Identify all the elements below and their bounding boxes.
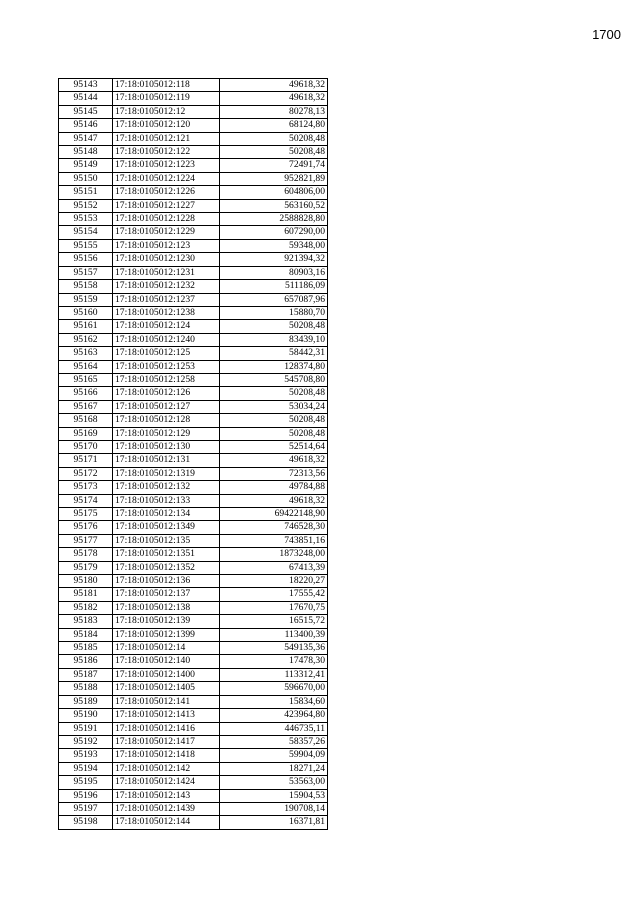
cadastral-number-cell: 17:18:0105012:129	[113, 427, 220, 440]
row-number-cell: 95191	[59, 722, 113, 735]
table-row	[59, 762, 328, 775]
cadastral-number-cell: 17:18:0105012:1418	[113, 749, 220, 762]
table-row	[59, 615, 328, 628]
row-number-cell: 95175	[59, 508, 113, 521]
cadastral-number-cell: 17:18:0105012:120	[113, 119, 220, 132]
row-number-cell: 95180	[59, 575, 113, 588]
cadastral-number-cell: 17:18:0105012:1237	[113, 293, 220, 306]
row-number-cell: 95146	[59, 119, 113, 132]
table-row	[59, 789, 328, 802]
cadastral-value-cell: 190708,14	[220, 802, 328, 815]
cadastral-value-table	[58, 78, 328, 830]
cadastral-value-cell: 72491,74	[220, 159, 328, 172]
cadastral-number-cell: 17:18:0105012:126	[113, 387, 220, 400]
cadastral-value-cell: 50208,48	[220, 427, 328, 440]
cadastral-value-cell: 921394,32	[220, 253, 328, 266]
cadastral-number-cell: 17:18:0105012:1416	[113, 722, 220, 735]
cadastral-number-cell: 17:18:0105012:1399	[113, 628, 220, 641]
cadastral-number-cell: 17:18:0105012:127	[113, 400, 220, 413]
table-row	[59, 668, 328, 681]
page-number: 1700	[592, 27, 621, 42]
table-row	[59, 387, 328, 400]
cadastral-number-cell: 17:18:0105012:1230	[113, 253, 220, 266]
cadastral-number-cell: 17:18:0105012:142	[113, 762, 220, 775]
cadastral-value-cell: 128374,80	[220, 360, 328, 373]
cadastral-number-cell: 17:18:0105012:1223	[113, 159, 220, 172]
cadastral-value-cell: 67413,39	[220, 561, 328, 574]
row-number-cell: 95147	[59, 132, 113, 145]
cadastral-number-cell: 17:18:0105012:1232	[113, 280, 220, 293]
row-number-cell: 95163	[59, 347, 113, 360]
row-number-cell: 95143	[59, 79, 113, 92]
row-number-cell: 95174	[59, 494, 113, 507]
cadastral-value-cell: 446735,11	[220, 722, 328, 735]
cadastral-number-cell: 17:18:0105012:119	[113, 92, 220, 105]
row-number-cell: 95194	[59, 762, 113, 775]
table-row	[59, 454, 328, 467]
table-row	[59, 628, 328, 641]
cadastral-number-cell: 17:18:0105012:1238	[113, 306, 220, 319]
row-number-cell: 95149	[59, 159, 113, 172]
table-row	[59, 226, 328, 239]
cadastral-value-cell: 1873248,00	[220, 548, 328, 561]
cadastral-value-cell: 113400,39	[220, 628, 328, 641]
table-row	[59, 481, 328, 494]
cadastral-value-cell: 17478,30	[220, 655, 328, 668]
table-row	[59, 802, 328, 815]
cadastral-value-cell: 18220,27	[220, 575, 328, 588]
cadastral-value-cell: 58442,31	[220, 347, 328, 360]
table-row	[59, 172, 328, 185]
table-row	[59, 749, 328, 762]
row-number-cell: 95148	[59, 146, 113, 159]
row-number-cell: 95184	[59, 628, 113, 641]
cadastral-value-cell: 69422148,90	[220, 508, 328, 521]
table-row	[59, 79, 328, 92]
cadastral-number-cell: 17:18:0105012:144	[113, 816, 220, 829]
table-row	[59, 816, 328, 829]
cadastral-value-cell: 17555,42	[220, 588, 328, 601]
cadastral-value-cell: 15880,70	[220, 306, 328, 319]
cadastral-number-cell: 17:18:0105012:138	[113, 601, 220, 614]
cadastral-number-cell: 17:18:0105012:1405	[113, 682, 220, 695]
table-row	[59, 132, 328, 145]
cadastral-number-cell: 17:18:0105012:1258	[113, 373, 220, 386]
cadastral-number-cell: 17:18:0105012:1227	[113, 199, 220, 212]
cadastral-value-cell: 596670,00	[220, 682, 328, 695]
row-number-cell: 95156	[59, 253, 113, 266]
cadastral-value-cell: 113312,41	[220, 668, 328, 681]
cadastral-value-cell: 549135,36	[220, 642, 328, 655]
cadastral-number-cell: 17:18:0105012:135	[113, 534, 220, 547]
cadastral-number-cell: 17:18:0105012:1231	[113, 266, 220, 279]
cadastral-value-cell: 563160,52	[220, 199, 328, 212]
cadastral-number-cell: 17:18:0105012:130	[113, 440, 220, 453]
cadastral-value-cell: 16371,81	[220, 816, 328, 829]
table-row	[59, 306, 328, 319]
cadastral-value-cell: 49784,88	[220, 481, 328, 494]
table-row	[59, 239, 328, 252]
row-number-cell: 95173	[59, 481, 113, 494]
cadastral-value-cell: 80903,16	[220, 266, 328, 279]
row-number-cell: 95168	[59, 414, 113, 427]
cadastral-number-cell: 17:18:0105012:1352	[113, 561, 220, 574]
cadastral-number-cell: 17:18:0105012:140	[113, 655, 220, 668]
row-number-cell: 95155	[59, 239, 113, 252]
table-row	[59, 105, 328, 118]
cadastral-number-cell: 17:18:0105012:1351	[113, 548, 220, 561]
table-row	[59, 414, 328, 427]
cadastral-value-cell: 68124,80	[220, 119, 328, 132]
table-row	[59, 119, 328, 132]
cadastral-number-cell: 17:18:0105012:134	[113, 508, 220, 521]
table-row	[59, 373, 328, 386]
row-number-cell: 95189	[59, 695, 113, 708]
row-number-cell: 95157	[59, 266, 113, 279]
cadastral-value-cell: 80278,13	[220, 105, 328, 118]
cadastral-number-cell: 17:18:0105012:118	[113, 79, 220, 92]
row-number-cell: 95154	[59, 226, 113, 239]
cadastral-number-cell: 17:18:0105012:1439	[113, 802, 220, 815]
row-number-cell: 95151	[59, 186, 113, 199]
row-number-cell: 95152	[59, 199, 113, 212]
cadastral-number-cell: 17:18:0105012:1400	[113, 668, 220, 681]
cadastral-value-cell: 15834,60	[220, 695, 328, 708]
cadastral-value-cell: 59904,09	[220, 749, 328, 762]
cadastral-number-cell: 17:18:0105012:141	[113, 695, 220, 708]
row-number-cell: 95186	[59, 655, 113, 668]
row-number-cell: 95169	[59, 427, 113, 440]
row-number-cell: 95196	[59, 789, 113, 802]
cadastral-value-cell: 49618,32	[220, 454, 328, 467]
cadastral-number-cell: 17:18:0105012:143	[113, 789, 220, 802]
table-row	[59, 213, 328, 226]
cadastral-number-cell: 17:18:0105012:125	[113, 347, 220, 360]
cadastral-number-cell: 17:18:0105012:136	[113, 575, 220, 588]
row-number-cell: 95198	[59, 816, 113, 829]
row-number-cell: 95153	[59, 213, 113, 226]
row-number-cell: 95164	[59, 360, 113, 373]
row-number-cell: 95158	[59, 280, 113, 293]
row-number-cell: 95185	[59, 642, 113, 655]
table-row	[59, 776, 328, 789]
cadastral-value-cell: 657087,96	[220, 293, 328, 306]
table-row	[59, 467, 328, 480]
row-number-cell: 95159	[59, 293, 113, 306]
table-row	[59, 360, 328, 373]
cadastral-value-cell: 50208,48	[220, 320, 328, 333]
table-row	[59, 146, 328, 159]
cadastral-number-cell: 17:18:0105012:14	[113, 642, 220, 655]
table-row	[59, 92, 328, 105]
cadastral-number-cell: 17:18:0105012:1413	[113, 709, 220, 722]
cadastral-number-cell: 17:18:0105012:122	[113, 146, 220, 159]
table-row	[59, 534, 328, 547]
row-number-cell: 95171	[59, 454, 113, 467]
cadastral-value-cell: 53034,24	[220, 400, 328, 413]
cadastral-number-cell: 17:18:0105012:1349	[113, 521, 220, 534]
row-number-cell: 95193	[59, 749, 113, 762]
cadastral-value-cell: 72313,56	[220, 467, 328, 480]
row-number-cell: 95144	[59, 92, 113, 105]
row-number-cell: 95183	[59, 615, 113, 628]
row-number-cell: 95197	[59, 802, 113, 815]
table-row	[59, 186, 328, 199]
table-row	[59, 655, 328, 668]
table-row	[59, 709, 328, 722]
cadastral-value-cell: 423964,80	[220, 709, 328, 722]
table-row	[59, 494, 328, 507]
table-body	[59, 79, 328, 830]
row-number-cell: 95167	[59, 400, 113, 413]
table-row	[59, 440, 328, 453]
cadastral-number-cell: 17:18:0105012:132	[113, 481, 220, 494]
cadastral-number-cell: 17:18:0105012:1253	[113, 360, 220, 373]
row-number-cell: 95176	[59, 521, 113, 534]
table-row	[59, 508, 328, 521]
cadastral-number-cell: 17:18:0105012:137	[113, 588, 220, 601]
table-row	[59, 521, 328, 534]
cadastral-value-cell: 49618,32	[220, 92, 328, 105]
cadastral-number-cell: 17:18:0105012:1229	[113, 226, 220, 239]
row-number-cell: 95187	[59, 668, 113, 681]
table-row	[59, 682, 328, 695]
table-row	[59, 293, 328, 306]
cadastral-value-cell: 50208,48	[220, 146, 328, 159]
table-row	[59, 333, 328, 346]
row-number-cell: 95160	[59, 306, 113, 319]
cadastral-value-cell: 743851,16	[220, 534, 328, 547]
cadastral-number-cell: 17:18:0105012:133	[113, 494, 220, 507]
table-row	[59, 642, 328, 655]
cadastral-value-cell: 83439,10	[220, 333, 328, 346]
row-number-cell: 95150	[59, 172, 113, 185]
table-row	[59, 280, 328, 293]
cadastral-number-cell: 17:18:0105012:1228	[113, 213, 220, 226]
cadastral-value-cell: 58357,26	[220, 735, 328, 748]
cadastral-number-cell: 17:18:0105012:131	[113, 454, 220, 467]
table-row	[59, 253, 328, 266]
table-row	[59, 199, 328, 212]
row-number-cell: 95188	[59, 682, 113, 695]
table-row	[59, 722, 328, 735]
table-row	[59, 266, 328, 279]
table-row	[59, 575, 328, 588]
row-number-cell: 95145	[59, 105, 113, 118]
cadastral-value-cell: 50208,48	[220, 387, 328, 400]
row-number-cell: 95179	[59, 561, 113, 574]
row-number-cell: 95170	[59, 440, 113, 453]
cadastral-number-cell: 17:18:0105012:128	[113, 414, 220, 427]
cadastral-number-cell: 17:18:0105012:1240	[113, 333, 220, 346]
row-number-cell: 95166	[59, 387, 113, 400]
cadastral-value-cell: 15904,53	[220, 789, 328, 802]
cadastral-value-cell: 545708,80	[220, 373, 328, 386]
cadastral-value-cell: 952821,89	[220, 172, 328, 185]
row-number-cell: 95177	[59, 534, 113, 547]
row-number-cell: 95190	[59, 709, 113, 722]
row-number-cell: 95161	[59, 320, 113, 333]
cadastral-value-cell: 59348,00	[220, 239, 328, 252]
table-row	[59, 548, 328, 561]
cadastral-number-cell: 17:18:0105012:123	[113, 239, 220, 252]
row-number-cell: 95181	[59, 588, 113, 601]
cadastral-value-cell: 52514,64	[220, 440, 328, 453]
cadastral-value-cell: 511186,09	[220, 280, 328, 293]
row-number-cell: 95195	[59, 776, 113, 789]
cadastral-value-cell: 17670,75	[220, 601, 328, 614]
cadastral-value-cell: 50208,48	[220, 414, 328, 427]
cadastral-value-cell: 16515,72	[220, 615, 328, 628]
table-row	[59, 427, 328, 440]
cadastral-number-cell: 17:18:0105012:1424	[113, 776, 220, 789]
cadastral-value-cell: 746528,30	[220, 521, 328, 534]
row-number-cell: 95182	[59, 601, 113, 614]
row-number-cell: 95162	[59, 333, 113, 346]
table-row	[59, 695, 328, 708]
row-number-cell: 95165	[59, 373, 113, 386]
cadastral-number-cell: 17:18:0105012:1224	[113, 172, 220, 185]
table-row	[59, 561, 328, 574]
cadastral-value-cell: 53563,00	[220, 776, 328, 789]
table-row	[59, 588, 328, 601]
row-number-cell: 95192	[59, 735, 113, 748]
table-row	[59, 320, 328, 333]
cadastral-value-cell: 49618,32	[220, 494, 328, 507]
cadastral-value-cell: 604806,00	[220, 186, 328, 199]
table-row	[59, 601, 328, 614]
cadastral-value-cell: 18271,24	[220, 762, 328, 775]
cadastral-value-cell: 49618,32	[220, 79, 328, 92]
table-row	[59, 735, 328, 748]
cadastral-number-cell: 17:18:0105012:1417	[113, 735, 220, 748]
cadastral-number-cell: 17:18:0105012:1319	[113, 467, 220, 480]
cadastral-number-cell: 17:18:0105012:1226	[113, 186, 220, 199]
cadastral-value-cell: 2588828,80	[220, 213, 328, 226]
table-row	[59, 347, 328, 360]
cadastral-number-cell: 17:18:0105012:12	[113, 105, 220, 118]
cadastral-value-cell: 50208,48	[220, 132, 328, 145]
table-row	[59, 400, 328, 413]
cadastral-number-cell: 17:18:0105012:139	[113, 615, 220, 628]
cadastral-number-cell: 17:18:0105012:124	[113, 320, 220, 333]
cadastral-number-cell: 17:18:0105012:121	[113, 132, 220, 145]
row-number-cell: 95178	[59, 548, 113, 561]
cadastral-value-cell: 607290,00	[220, 226, 328, 239]
table-row	[59, 159, 328, 172]
row-number-cell: 95172	[59, 467, 113, 480]
